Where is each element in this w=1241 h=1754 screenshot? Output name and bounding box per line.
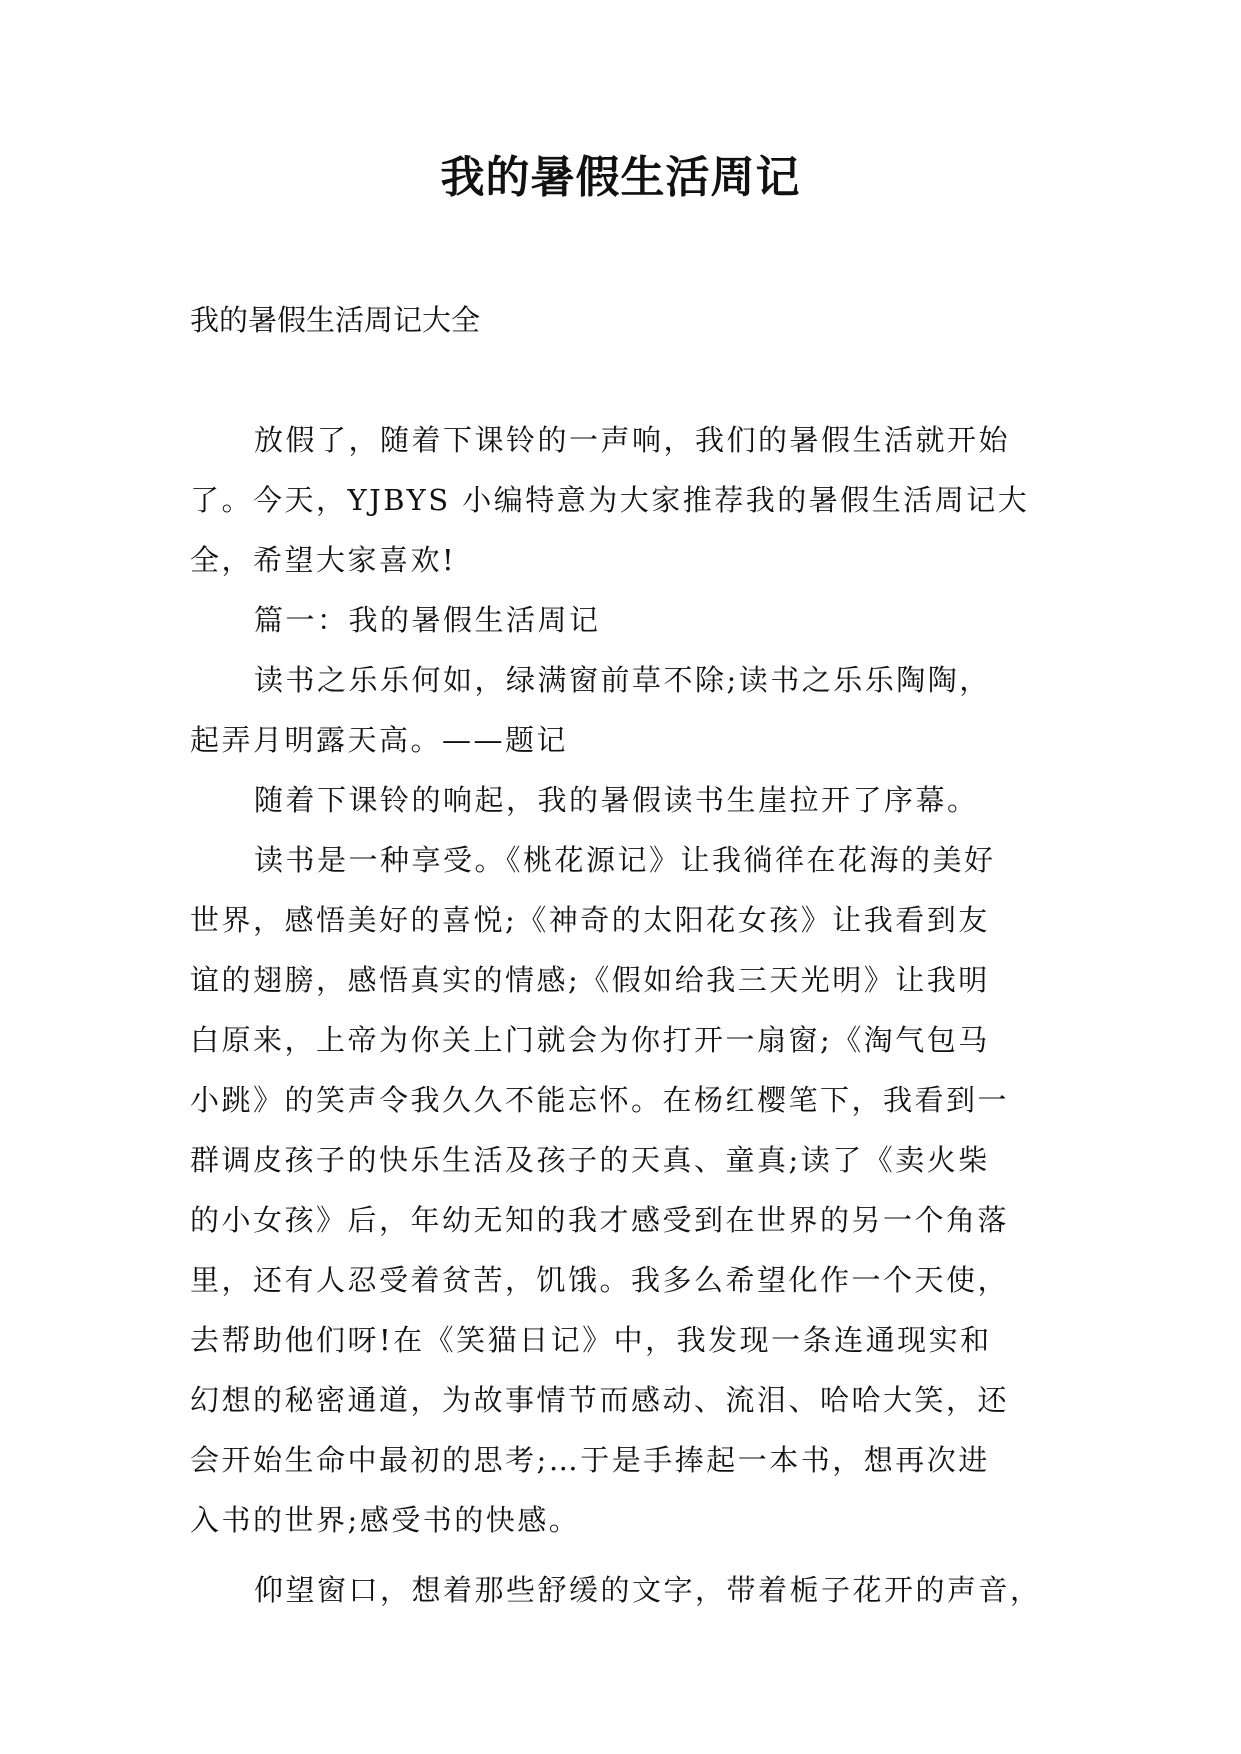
paragraph-line: 会开始生命中最初的思考;…于是手捧起一本书，想再次进: [190, 1443, 990, 1477]
paragraph-line: 白原来，上帝为你关上门就会为你打开一扇窗;《淘气包马: [190, 1023, 990, 1057]
paragraph-line: 小跳》的笑声令我久久不能忘怀。在杨红樱笔下，我看到一: [190, 1083, 1010, 1117]
paragraph-line: 里，还有人忍受着贫苦，饥饿。我多么希望化作一个天使，: [190, 1263, 1010, 1297]
paragraph-line: 幻想的秘密通道，为故事情节而感动、流泪、哈哈大笑，还: [190, 1383, 1010, 1417]
document-subtitle: 我的暑假生活周记大全: [190, 303, 481, 337]
paragraph-line: 随着下课铃的响起，我的暑假读书生崖拉开了序幕。: [254, 783, 979, 817]
paragraph-line: 群调皮孩子的快乐生活及孩子的天真、童真;读了《卖火柴: [190, 1143, 990, 1177]
paragraph-line: 读书是一种享受。《桃花源记》让我徜徉在花海的美好: [254, 843, 996, 877]
paragraph-line: 的小女孩》后，年幼无知的我才感受到在世界的另一个角落: [190, 1203, 1010, 1237]
paragraph-line: 读书之乐乐何如，绿满窗前草不除;读书之乐乐陶陶，: [254, 663, 991, 697]
paragraph-line: 放假了，随着下课铃的一声响，我们的暑假生活就开始: [254, 423, 1011, 457]
section-heading: 篇一：我的暑假生活周记: [254, 603, 601, 637]
paragraph-line: 世界，感悟美好的喜悦;《神奇的太阳花女孩》让我看到友: [190, 903, 990, 937]
paragraph-line: 谊的翅膀，感悟真实的情感;《假如给我三天光明》让我明: [190, 963, 990, 997]
paragraph-line: 了。今天，YJBYS 小编特意为大家推荐我的暑假生活周记大: [190, 483, 1030, 517]
paragraph-line: 仰望窗口，想着那些舒缓的文字，带着栀子花开的声音，: [254, 1573, 1042, 1607]
paragraph-line: 入书的世界;感受书的快感。: [190, 1503, 581, 1537]
document-title: 我的暑假生活周记: [440, 152, 801, 203]
paragraph-line: 全，希望大家喜欢!: [190, 543, 457, 577]
document-body: [190, 410, 1070, 1620]
paragraph-line: 去帮助他们呀!在《笑猫日记》中，我发现一条连通现实和: [190, 1323, 992, 1357]
paragraph-line: 起弄月明露天高。——题记: [190, 723, 569, 757]
